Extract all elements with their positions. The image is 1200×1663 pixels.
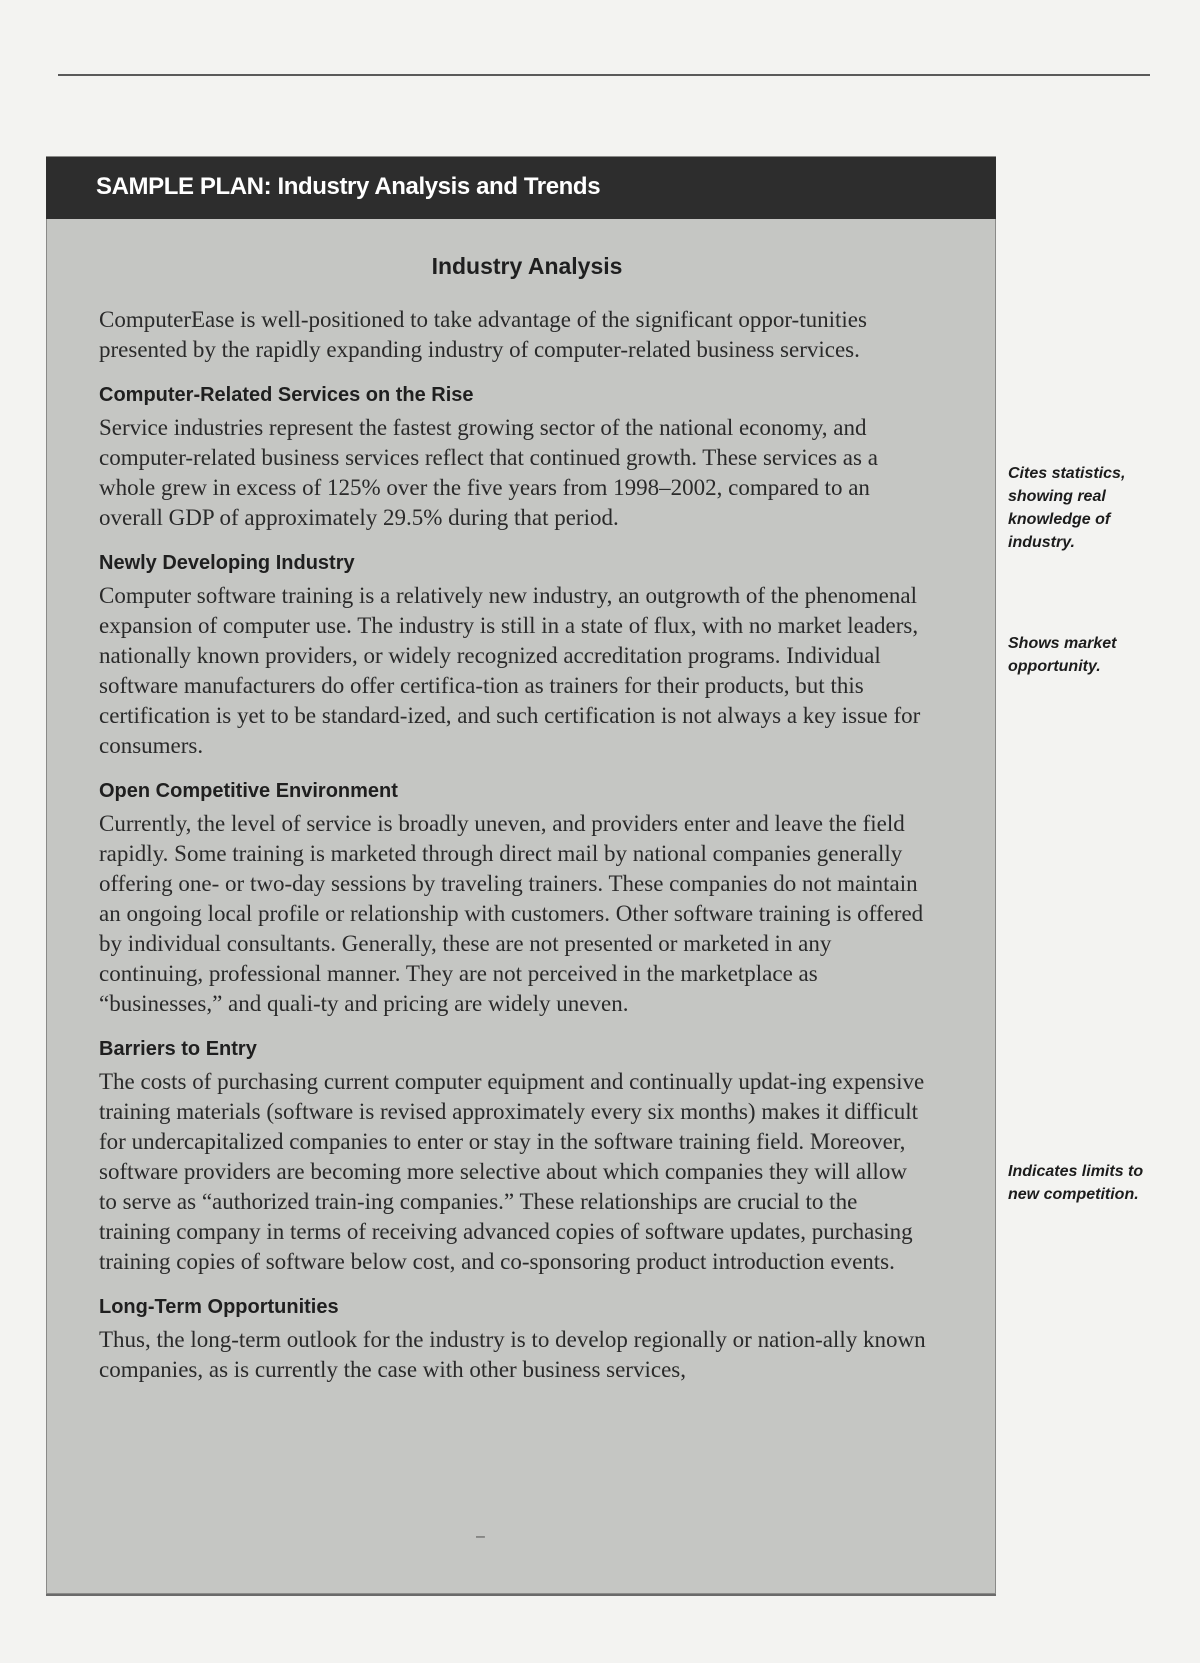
section-body: Thus, the long-term outlook for the industry is to develop regionally or nation-ally known companies, as is currently the case with other business services, (99, 1327, 926, 1382)
box-title: Industry Analysis (431, 253, 623, 279)
sample-plan-box (46, 156, 996, 1594)
box-content (99, 305, 929, 1385)
section-heading: Computer-Related Services on the Rise (99, 384, 474, 406)
section-heading: Open Competitive Environment (99, 780, 398, 802)
margin-note: Cites statistics, showing real knowledge of industry. (1008, 465, 1126, 551)
running-head (0, 30, 1150, 74)
margin-note: Indicates limits to new competition. (1008, 1163, 1144, 1203)
section-heading: Long-Term Opportunities (99, 1296, 339, 1318)
section-body: The costs of purchasing current computer equipment and continually updat-ing expensive training materials (software is revised approximately every six months) makes it difficult for undercapitalized companies to enter or stay in the software training field. Moreover, software providers are becoming more selective about which companies they will allow to serve as “authorized train-ing companies.” These relationships are crucial to the training company in terms of receiving advanced copies of software updates, purchasing training copies of software below cost, and co-sponsoring product introduction events. (99, 1069, 925, 1274)
bottom-rule (46, 1594, 996, 1596)
section-body: Service industries represent the fastest growing sector of the national economy, and computer-related business services reflect that continued growth. These services as a whole grew in excess of 125% over the five years from 1998–2002, compared to an overall GDP of approximately 29.5% during that period. (99, 415, 878, 530)
box-header-label: SAMPLE PLAN: Industry Analysis and Trends (96, 173, 601, 200)
box-header (46, 157, 996, 219)
margin-note: Shows market opportunity. (1008, 635, 1117, 675)
box-footer-mark: – (476, 1528, 485, 1545)
section-body: Computer software training is a relatively new industry, an outgrowth of the phenomenal expansion of computer use. The industry is still in a state of flux, with no market leaders, nationally known providers, or widely recognized accreditation programs. Individual software manufacturers do offer certifica-tion as trainers for their products, but this certification is yet to be standard-ized, and such certification is not always a key issue for consumers. (99, 583, 921, 758)
section-heading: Barriers to Entry (99, 1038, 257, 1060)
intro-paragraph: ComputerEase is well-positioned to take advantage of the significant oppor-tunities presented by the rapidly expanding industry of computer-related business services. (99, 307, 867, 362)
top-rule (58, 74, 1150, 76)
section-heading: Newly Developing Industry (99, 552, 355, 574)
section-body: Currently, the level of service is broadly uneven, and providers enter and leave the field rapidly. Some training is marketed through direct mail by national companies generally offering one- or two-day sessions by traveling trainers. These companies do not maintain an ongoing local profile or relationship with customers. Other software training is offered by individual consultants. Generally, these are not presented or marketed in any continuing, professional manner. They are not perceived in the marketplace as “businesses,” and quali-ty and pricing are widely uneven. (99, 811, 924, 1016)
